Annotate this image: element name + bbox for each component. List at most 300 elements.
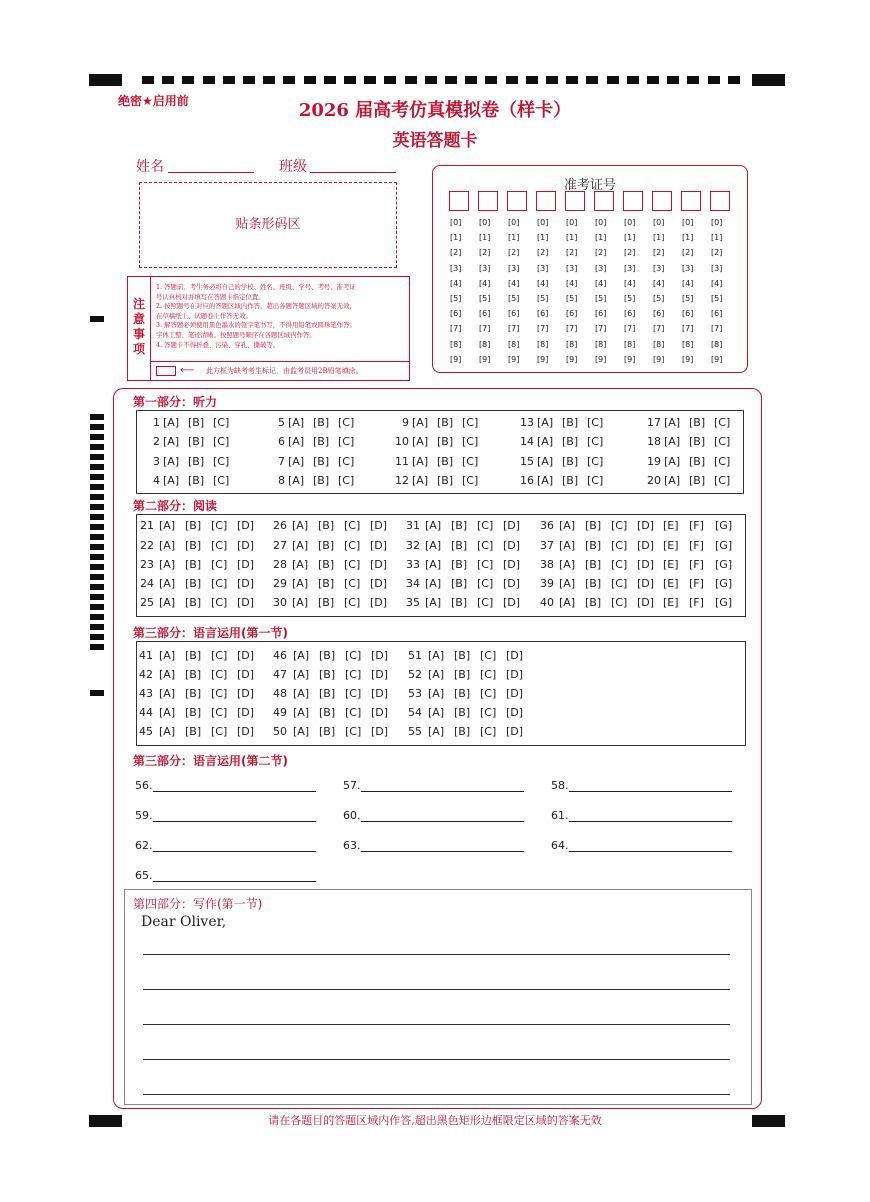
exam-id-bubble[interactable]: [1]: [624, 233, 636, 243]
answer-bubble[interactable]: [A]: [428, 687, 445, 700]
exam-id-bubble[interactable]: [5]: [624, 294, 636, 303]
answer-bubble[interactable]: [C]: [714, 474, 731, 487]
answer-bubble[interactable]: [C]: [344, 519, 361, 532]
blank-answer-line[interactable]: [569, 791, 732, 792]
answer-bubble[interactable]: [A]: [428, 668, 445, 681]
answer-bubble[interactable]: [A]: [425, 577, 442, 590]
exam-id-bubble[interactable]: [9]: [624, 354, 636, 364]
answer-bubble[interactable]: [C]: [587, 435, 604, 448]
answer-bubble[interactable]: [C]: [611, 596, 628, 609]
writing-line-1[interactable]: [143, 954, 730, 955]
answer-bubble[interactable]: [E]: [663, 539, 679, 552]
answer-bubble[interactable]: [B]: [454, 706, 471, 719]
exam-id-bubble[interactable]: [9]: [653, 354, 665, 364]
answer-bubble[interactable]: [B]: [319, 687, 336, 700]
answer-bubble[interactable]: [C]: [213, 435, 230, 448]
answer-bubble[interactable]: [C]: [477, 519, 494, 532]
answer-bubble[interactable]: [C]: [211, 596, 228, 609]
exam-id-bubble[interactable]: [7]: [450, 324, 462, 334]
exam-id-bubble[interactable]: [3]: [595, 263, 607, 273]
answer-bubble[interactable]: [D]: [503, 596, 521, 609]
answer-bubble[interactable]: [C]: [345, 668, 362, 681]
answer-bubble[interactable]: [C]: [344, 577, 361, 590]
exam-id-bubble[interactable]: [6]: [653, 309, 665, 319]
exam-id-bubble[interactable]: [7]: [624, 324, 636, 334]
answer-bubble[interactable]: [D]: [237, 649, 255, 662]
exam-id-bubble[interactable]: [0]: [682, 218, 694, 227]
exam-id-bubble[interactable]: [4]: [682, 278, 694, 288]
answer-bubble[interactable]: [D]: [371, 725, 389, 738]
answer-bubble[interactable]: [A]: [159, 687, 176, 700]
answer-bubble[interactable]: [D]: [370, 596, 388, 609]
answer-bubble[interactable]: [C]: [338, 435, 355, 448]
blank-answer-line[interactable]: [153, 791, 316, 792]
answer-bubble[interactable]: [D]: [237, 706, 255, 719]
answer-bubble[interactable]: [B]: [319, 725, 336, 738]
barcode-area[interactable]: [139, 182, 397, 268]
answer-bubble[interactable]: [B]: [689, 435, 706, 448]
answer-bubble[interactable]: [A]: [159, 668, 176, 681]
answer-bubble[interactable]: [C]: [480, 687, 497, 700]
exam-id-bubble[interactable]: [8]: [479, 339, 491, 349]
exam-id-bubble[interactable]: [9]: [711, 354, 723, 364]
answer-bubble[interactable]: [B]: [585, 539, 602, 552]
exam-id-digit-box[interactable]: [681, 191, 701, 211]
blank-answer-line[interactable]: [361, 851, 524, 852]
answer-bubble[interactable]: [A]: [293, 668, 310, 681]
answer-bubble[interactable]: [B]: [318, 539, 335, 552]
answer-bubble[interactable]: [B]: [437, 435, 454, 448]
exam-id-bubble[interactable]: [1]: [537, 233, 549, 243]
exam-id-bubble[interactable]: [8]: [624, 339, 636, 349]
exam-id-bubble[interactable]: [9]: [479, 354, 491, 364]
blank-answer-line[interactable]: [361, 791, 524, 792]
answer-bubble[interactable]: [D]: [637, 596, 655, 609]
exam-id-bubble[interactable]: [0]: [508, 218, 520, 227]
answer-bubble[interactable]: [C]: [611, 558, 628, 571]
exam-id-bubble[interactable]: [2]: [682, 248, 694, 258]
exam-id-bubble[interactable]: [1]: [653, 233, 665, 243]
answer-bubble[interactable]: [F]: [689, 577, 704, 590]
answer-bubble[interactable]: [D]: [371, 687, 389, 700]
exam-id-bubble[interactable]: [0]: [479, 218, 491, 227]
answer-bubble[interactable]: [C]: [344, 596, 361, 609]
answer-bubble[interactable]: [C]: [338, 455, 355, 468]
exam-id-bubble[interactable]: [6]: [595, 309, 607, 319]
answer-bubble[interactable]: [D]: [237, 725, 255, 738]
exam-id-bubble[interactable]: [5]: [566, 294, 578, 303]
answer-bubble[interactable]: [A]: [163, 474, 180, 487]
exam-id-bubble[interactable]: [1]: [711, 233, 723, 243]
answer-bubble[interactable]: [E]: [663, 596, 679, 609]
answer-bubble[interactable]: [D]: [371, 706, 389, 719]
answer-bubble[interactable]: [B]: [451, 558, 468, 571]
answer-bubble[interactable]: [B]: [585, 577, 602, 590]
answer-bubble[interactable]: [B]: [454, 649, 471, 662]
exam-id-digit-box[interactable]: [449, 191, 469, 211]
answer-bubble[interactable]: [A]: [425, 539, 442, 552]
answer-bubble[interactable]: [B]: [185, 577, 202, 590]
answer-bubble[interactable]: [B]: [562, 416, 579, 429]
exam-id-bubble[interactable]: [7]: [711, 324, 723, 334]
exam-id-bubble[interactable]: [3]: [508, 263, 520, 273]
answer-bubble[interactable]: [C]: [587, 474, 604, 487]
exam-id-digit-box[interactable]: [594, 191, 614, 211]
answer-bubble[interactable]: [A]: [428, 649, 445, 662]
exam-id-bubble[interactable]: [2]: [537, 248, 549, 258]
exam-id-bubble[interactable]: [6]: [711, 309, 723, 319]
exam-id-bubble[interactable]: [7]: [479, 324, 491, 334]
answer-bubble[interactable]: [A]: [664, 455, 681, 468]
answer-bubble[interactable]: [C]: [480, 649, 497, 662]
exam-id-digit-box[interactable]: [623, 191, 643, 211]
answer-bubble[interactable]: [E]: [663, 577, 679, 590]
answer-bubble[interactable]: [C]: [345, 706, 362, 719]
answer-bubble[interactable]: [A]: [292, 519, 309, 532]
exam-id-bubble[interactable]: [7]: [595, 324, 607, 334]
answer-bubble[interactable]: [C]: [477, 558, 494, 571]
answer-bubble[interactable]: [A]: [293, 649, 310, 662]
answer-bubble[interactable]: [B]: [689, 416, 706, 429]
answer-bubble[interactable]: [D]: [237, 596, 255, 609]
exam-id-bubble[interactable]: [3]: [653, 263, 665, 273]
answer-bubble[interactable]: [C]: [345, 725, 362, 738]
exam-id-bubble[interactable]: [1]: [682, 233, 694, 243]
answer-bubble[interactable]: [A]: [664, 474, 681, 487]
answer-bubble[interactable]: [B]: [319, 706, 336, 719]
exam-id-bubble[interactable]: [5]: [479, 294, 491, 303]
exam-id-bubble[interactable]: [3]: [450, 263, 462, 273]
exam-id-digit-box[interactable]: [478, 191, 498, 211]
exam-id-bubble[interactable]: [2]: [653, 248, 665, 258]
answer-bubble[interactable]: [D]: [506, 668, 524, 681]
answer-bubble[interactable]: [G]: [715, 596, 733, 609]
answer-bubble[interactable]: [C]: [714, 416, 731, 429]
exam-id-bubble[interactable]: [3]: [682, 263, 694, 273]
exam-id-bubble[interactable]: [7]: [566, 324, 578, 334]
blank-answer-line[interactable]: [569, 851, 732, 852]
writing-line-2[interactable]: [143, 989, 730, 990]
answer-bubble[interactable]: [G]: [715, 539, 733, 552]
exam-id-digit-box[interactable]: [507, 191, 527, 211]
blank-answer-line[interactable]: [569, 821, 732, 822]
exam-id-bubble[interactable]: [7]: [682, 324, 694, 334]
answer-bubble[interactable]: [B]: [313, 435, 330, 448]
exam-id-bubble[interactable]: [5]: [450, 294, 462, 303]
answer-bubble[interactable]: [D]: [637, 558, 655, 571]
answer-bubble[interactable]: [C]: [211, 519, 228, 532]
answer-bubble[interactable]: [C]: [211, 687, 228, 700]
exam-id-bubble[interactable]: [5]: [595, 294, 607, 303]
answer-bubble[interactable]: [A]: [292, 577, 309, 590]
answer-bubble[interactable]: [B]: [454, 668, 471, 681]
answer-bubble[interactable]: [A]: [412, 416, 429, 429]
answer-bubble[interactable]: [B]: [437, 474, 454, 487]
exam-id-bubble[interactable]: [4]: [653, 278, 665, 288]
answer-bubble[interactable]: [C]: [462, 435, 479, 448]
blank-answer-line[interactable]: [153, 881, 316, 882]
answer-bubble[interactable]: [B]: [454, 725, 471, 738]
class-field[interactable]: [310, 172, 396, 173]
answer-bubble[interactable]: [C]: [211, 668, 228, 681]
answer-bubble[interactable]: [B]: [585, 519, 602, 532]
exam-id-bubble[interactable]: [2]: [479, 248, 491, 258]
answer-bubble[interactable]: [B]: [585, 558, 602, 571]
answer-bubble[interactable]: [E]: [663, 558, 679, 571]
absent-mark-box[interactable]: [156, 366, 176, 376]
answer-bubble[interactable]: [G]: [715, 519, 733, 532]
exam-id-bubble[interactable]: [5]: [711, 294, 723, 303]
exam-id-bubble[interactable]: [6]: [537, 309, 549, 319]
answer-bubble[interactable]: [D]: [637, 539, 655, 552]
exam-id-bubble[interactable]: [0]: [595, 218, 607, 227]
exam-id-bubble[interactable]: [2]: [624, 248, 636, 258]
answer-bubble[interactable]: [B]: [562, 455, 579, 468]
answer-bubble[interactable]: [C]: [587, 455, 604, 468]
answer-bubble[interactable]: [C]: [462, 474, 479, 487]
exam-id-bubble[interactable]: [7]: [508, 324, 520, 334]
answer-bubble[interactable]: [A]: [559, 539, 576, 552]
exam-id-digit-box[interactable]: [652, 191, 672, 211]
answer-bubble[interactable]: [B]: [188, 435, 205, 448]
answer-bubble[interactable]: [D]: [506, 706, 524, 719]
answer-bubble[interactable]: [D]: [237, 558, 255, 571]
answer-bubble[interactable]: [C]: [213, 474, 230, 487]
answer-bubble[interactable]: [A]: [292, 596, 309, 609]
answer-bubble[interactable]: [B]: [437, 455, 454, 468]
answer-bubble[interactable]: [B]: [318, 519, 335, 532]
exam-id-bubble[interactable]: [6]: [450, 309, 462, 319]
answer-bubble[interactable]: [B]: [185, 668, 202, 681]
answer-bubble[interactable]: [A]: [163, 416, 180, 429]
blank-answer-line[interactable]: [361, 821, 524, 822]
answer-bubble[interactable]: [C]: [714, 435, 731, 448]
answer-bubble[interactable]: [D]: [506, 687, 524, 700]
answer-bubble[interactable]: [A]: [559, 596, 576, 609]
exam-id-bubble[interactable]: [9]: [508, 354, 520, 364]
exam-id-bubble[interactable]: [0]: [566, 218, 578, 227]
answer-bubble[interactable]: [A]: [425, 558, 442, 571]
answer-bubble[interactable]: [B]: [562, 435, 579, 448]
answer-bubble[interactable]: [B]: [318, 596, 335, 609]
answer-bubble[interactable]: [D]: [370, 577, 388, 590]
answer-bubble[interactable]: [B]: [454, 687, 471, 700]
answer-bubble[interactable]: [D]: [237, 687, 255, 700]
exam-id-bubble[interactable]: [9]: [682, 354, 694, 364]
answer-bubble[interactable]: [A]: [163, 455, 180, 468]
answer-bubble[interactable]: [B]: [313, 416, 330, 429]
answer-bubble[interactable]: [D]: [237, 668, 255, 681]
answer-bubble[interactable]: [D]: [370, 539, 388, 552]
answer-bubble[interactable]: [D]: [371, 668, 389, 681]
exam-id-bubble[interactable]: [6]: [624, 309, 636, 319]
exam-id-bubble[interactable]: [7]: [537, 324, 549, 334]
answer-bubble[interactable]: [B]: [585, 596, 602, 609]
exam-id-bubble[interactable]: [0]: [450, 218, 462, 227]
answer-bubble[interactable]: [D]: [637, 519, 655, 532]
exam-id-bubble[interactable]: [5]: [682, 294, 694, 303]
answer-bubble[interactable]: [C]: [211, 706, 228, 719]
answer-bubble[interactable]: [C]: [477, 596, 494, 609]
answer-bubble[interactable]: [C]: [477, 539, 494, 552]
answer-bubble[interactable]: [A]: [537, 416, 554, 429]
answer-bubble[interactable]: [C]: [714, 455, 731, 468]
answer-bubble[interactable]: [A]: [159, 649, 176, 662]
answer-bubble[interactable]: [C]: [345, 649, 362, 662]
answer-bubble[interactable]: [A]: [159, 539, 176, 552]
exam-id-bubble[interactable]: [1]: [479, 233, 491, 243]
exam-id-digit-box[interactable]: [536, 191, 556, 211]
answer-bubble[interactable]: [B]: [451, 577, 468, 590]
exam-id-bubble[interactable]: [9]: [566, 354, 578, 364]
answer-bubble[interactable]: [B]: [185, 558, 202, 571]
answer-bubble[interactable]: [A]: [288, 416, 305, 429]
answer-bubble[interactable]: [D]: [503, 558, 521, 571]
exam-id-bubble[interactable]: [8]: [653, 339, 665, 349]
answer-bubble[interactable]: [C]: [611, 577, 628, 590]
answer-bubble[interactable]: [D]: [506, 649, 524, 662]
answer-bubble[interactable]: [B]: [319, 668, 336, 681]
answer-bubble[interactable]: [A]: [292, 539, 309, 552]
answer-bubble[interactable]: [B]: [318, 558, 335, 571]
exam-id-bubble[interactable]: [6]: [682, 309, 694, 319]
exam-id-bubble[interactable]: [3]: [566, 263, 578, 273]
answer-bubble[interactable]: [A]: [412, 474, 429, 487]
answer-bubble[interactable]: [B]: [451, 519, 468, 532]
exam-id-bubble[interactable]: [5]: [537, 294, 549, 303]
exam-id-bubble[interactable]: [9]: [537, 354, 549, 364]
exam-id-bubble[interactable]: [6]: [566, 309, 578, 319]
answer-bubble[interactable]: [D]: [237, 577, 255, 590]
exam-id-bubble[interactable]: [5]: [653, 294, 665, 303]
answer-bubble[interactable]: [A]: [428, 725, 445, 738]
answer-bubble[interactable]: [B]: [313, 474, 330, 487]
answer-bubble[interactable]: [C]: [480, 725, 497, 738]
answer-bubble[interactable]: [C]: [211, 577, 228, 590]
answer-bubble[interactable]: [D]: [506, 725, 524, 738]
exam-id-bubble[interactable]: [4]: [566, 278, 578, 288]
answer-bubble[interactable]: [F]: [689, 596, 704, 609]
exam-id-bubble[interactable]: [1]: [566, 233, 578, 243]
answer-bubble[interactable]: [B]: [313, 455, 330, 468]
answer-bubble[interactable]: [F]: [689, 519, 704, 532]
answer-bubble[interactable]: [B]: [185, 687, 202, 700]
answer-bubble[interactable]: [A]: [425, 519, 442, 532]
exam-id-bubble[interactable]: [4]: [537, 278, 549, 288]
exam-id-bubble[interactable]: [8]: [682, 339, 694, 349]
answer-bubble[interactable]: [C]: [344, 558, 361, 571]
answer-bubble[interactable]: [B]: [437, 416, 454, 429]
answer-bubble[interactable]: [B]: [562, 474, 579, 487]
answer-bubble[interactable]: [A]: [159, 519, 176, 532]
exam-id-bubble[interactable]: [4]: [624, 278, 636, 288]
exam-id-digit-box[interactable]: [565, 191, 585, 211]
answer-bubble[interactable]: [A]: [537, 474, 554, 487]
answer-bubble[interactable]: [B]: [185, 519, 202, 532]
answer-bubble[interactable]: [B]: [188, 416, 205, 429]
exam-id-bubble[interactable]: [2]: [450, 248, 462, 258]
exam-id-bubble[interactable]: [2]: [595, 248, 607, 258]
exam-id-bubble[interactable]: [0]: [537, 218, 549, 227]
answer-bubble[interactable]: [A]: [537, 455, 554, 468]
answer-bubble[interactable]: [A]: [293, 706, 310, 719]
answer-bubble[interactable]: [D]: [637, 577, 655, 590]
blank-answer-line[interactable]: [153, 851, 316, 852]
blank-answer-line[interactable]: [153, 821, 316, 822]
answer-bubble[interactable]: [C]: [611, 519, 628, 532]
answer-bubble[interactable]: [C]: [338, 416, 355, 429]
name-field[interactable]: [168, 172, 254, 173]
answer-bubble[interactable]: [A]: [293, 725, 310, 738]
answer-bubble[interactable]: [C]: [611, 539, 628, 552]
answer-bubble[interactable]: [G]: [715, 558, 733, 571]
answer-bubble[interactable]: [A]: [288, 474, 305, 487]
answer-bubble[interactable]: [A]: [412, 435, 429, 448]
exam-id-bubble[interactable]: [2]: [508, 248, 520, 258]
answer-bubble[interactable]: [D]: [503, 539, 521, 552]
exam-id-digit-box[interactable]: [710, 191, 730, 211]
answer-bubble[interactable]: [D]: [237, 519, 255, 532]
answer-bubble[interactable]: [D]: [503, 577, 521, 590]
answer-bubble[interactable]: [A]: [412, 455, 429, 468]
answer-bubble[interactable]: [C]: [211, 558, 228, 571]
exam-id-bubble[interactable]: [2]: [711, 248, 723, 258]
answer-bubble[interactable]: [A]: [428, 706, 445, 719]
answer-bubble[interactable]: [E]: [663, 519, 679, 532]
exam-id-bubble[interactable]: [0]: [624, 218, 636, 227]
answer-bubble[interactable]: [B]: [689, 474, 706, 487]
exam-id-bubble[interactable]: [1]: [595, 233, 607, 243]
answer-bubble[interactable]: [A]: [288, 435, 305, 448]
exam-id-bubble[interactable]: [8]: [537, 339, 549, 349]
answer-bubble[interactable]: [F]: [689, 558, 704, 571]
exam-id-bubble[interactable]: [3]: [537, 263, 549, 273]
exam-id-bubble[interactable]: [4]: [508, 278, 520, 288]
answer-bubble[interactable]: [B]: [319, 649, 336, 662]
answer-bubble[interactable]: [B]: [185, 706, 202, 719]
answer-bubble[interactable]: [A]: [292, 558, 309, 571]
answer-bubble[interactable]: [A]: [159, 706, 176, 719]
exam-id-bubble[interactable]: [5]: [508, 294, 520, 303]
exam-id-bubble[interactable]: [8]: [508, 339, 520, 349]
answer-bubble[interactable]: [C]: [345, 687, 362, 700]
exam-id-bubble[interactable]: [3]: [711, 263, 723, 273]
exam-id-bubble[interactable]: [4]: [479, 278, 491, 288]
answer-bubble[interactable]: [A]: [159, 596, 176, 609]
exam-id-bubble[interactable]: [0]: [653, 218, 665, 227]
exam-id-bubble[interactable]: [2]: [566, 248, 578, 258]
answer-bubble[interactable]: [C]: [462, 416, 479, 429]
exam-id-bubble[interactable]: [1]: [508, 233, 520, 243]
answer-bubble[interactable]: [A]: [559, 577, 576, 590]
answer-bubble[interactable]: [D]: [503, 519, 521, 532]
answer-bubble[interactable]: [C]: [213, 455, 230, 468]
answer-bubble[interactable]: [C]: [477, 577, 494, 590]
exam-id-bubble[interactable]: [8]: [595, 339, 607, 349]
answer-bubble[interactable]: [A]: [293, 687, 310, 700]
answer-bubble[interactable]: [F]: [689, 539, 704, 552]
answer-bubble[interactable]: [D]: [237, 539, 255, 552]
answer-bubble[interactable]: [C]: [587, 416, 604, 429]
answer-bubble[interactable]: [B]: [188, 455, 205, 468]
answer-bubble[interactable]: [B]: [689, 455, 706, 468]
answer-bubble[interactable]: [C]: [480, 706, 497, 719]
answer-bubble[interactable]: [A]: [159, 725, 176, 738]
answer-bubble[interactable]: [C]: [480, 668, 497, 681]
answer-bubble[interactable]: [B]: [185, 725, 202, 738]
answer-bubble[interactable]: [C]: [211, 539, 228, 552]
exam-id-bubble[interactable]: [1]: [450, 233, 462, 243]
